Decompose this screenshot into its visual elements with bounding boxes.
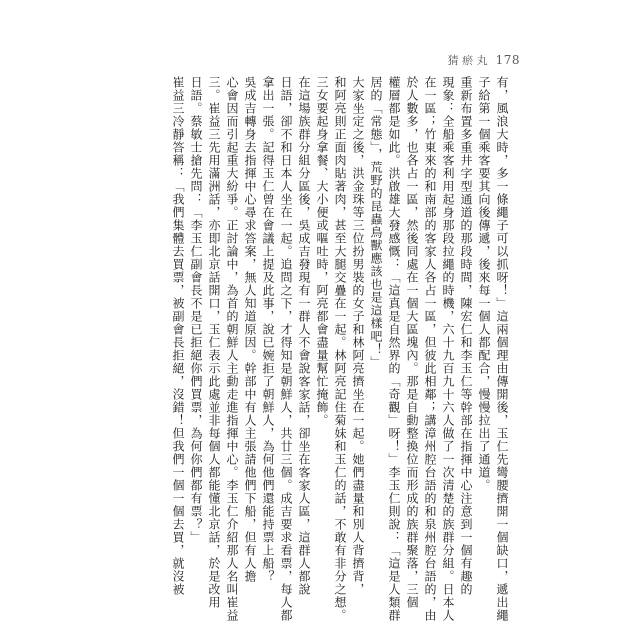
text-column: 權層都是如此。洪啟雄大發感慨：「這真是自然界的「奇觀」呀！」李玉仁則說：「這是人類群 bbox=[387, 76, 401, 622]
vertical-text-block bbox=[158, 76, 509, 622]
text-column: 崔益三冷靜答稱：「我們集體去買票，被副會長拒絕，沒錯！但我們一個一個去買，就沒被 bbox=[171, 76, 185, 596]
text-column: 現象：全船乘客利用起身那段拉繩的時機，六十九百九十六人做了一次清楚的族群分組。日本人 bbox=[441, 76, 455, 622]
text-column: 在這場族群分組分區後，吳成吉發現有一群人不會說客家話，卻坐在客家人區，這群人都說 bbox=[297, 76, 311, 596]
running-header bbox=[250, 52, 520, 68]
text-column: 子給第一個乘客要其向後傳遞，後來每一個人都配合，慢慢拉出了通道。 bbox=[477, 76, 491, 492]
text-column: 大家坐定之後，洪金珠等三位扮男裝的女子和林阿亮擠坐在一起。她們盡量和別人背擠背， bbox=[351, 76, 365, 596]
text-column: 有，風浪大時，多一條繩子可以抓呀！」這兩個理由傳開後，玉仁先彎腰擠開一個缺口，遞出繩 bbox=[495, 76, 509, 622]
text-column: 日語，卻不和日本人坐在一起。追問之下，才得知是朝鮮人，共廿三個。成吉要求看票，每人都 bbox=[279, 76, 293, 622]
text-column: 心會因而引起重大紛爭。正討論中，為首的朝鮮人主動走進指揮中心。李玉仁介紹那人名叫崔益 bbox=[225, 76, 239, 622]
text-column: 日語。蔡敏士搶先問：「李玉仁副會長不是已拒絕你們買票，為何你們都有票？」 bbox=[189, 76, 203, 544]
text-column: 和阿亮則正面肉貼著肉，甚至大腿交疊在一起。林阿亮記住菊妹和玉仁的話，不敢有非分之想。 bbox=[333, 76, 347, 622]
text-column: 居的「常態」，荒野的昆蟲鳥獸應該也是這樣吧！」 bbox=[369, 76, 383, 369]
text-column: 吳成吉轉身去指揮中心尋求答案，無人知道原因。幹部中有人主張請他們下船，但有人擔 bbox=[243, 76, 257, 583]
text-column: 於人數多，也各占一區，然後同處在一個大區塊內。那是自動整換位而形成的族群聚落，三個 bbox=[405, 76, 419, 609]
text-column: 三女要起身拿餐、大小便或嘔吐時，阿亮都會盡量幫忙掩飾。 bbox=[315, 76, 329, 427]
text-column: 在一區；竹東來的和南部的客家人各占一區，但彼此相鄰；講漳州腔台語的和泉州腔台語的，由 bbox=[423, 76, 437, 622]
running-title: 猜 瘀 丸 bbox=[447, 54, 488, 67]
text-column: 拿出一張。記得玉仁曾在會議上提及此事，說已婉拒了朝鮮人，為何他們還能持票上船？ bbox=[261, 76, 275, 583]
page-number: 178 bbox=[495, 53, 520, 67]
text-column: 三。崔益三先用滿洲話，亦即北京話開口，玉仁表示此處並非每個人都能懂北京話，於是改用 bbox=[207, 76, 221, 609]
text-column: 重新布置多重井字型通道的那段時間，陳宏仁和李玉仁等幹部在指揮中心注意到一個有趣的 bbox=[459, 76, 473, 596]
